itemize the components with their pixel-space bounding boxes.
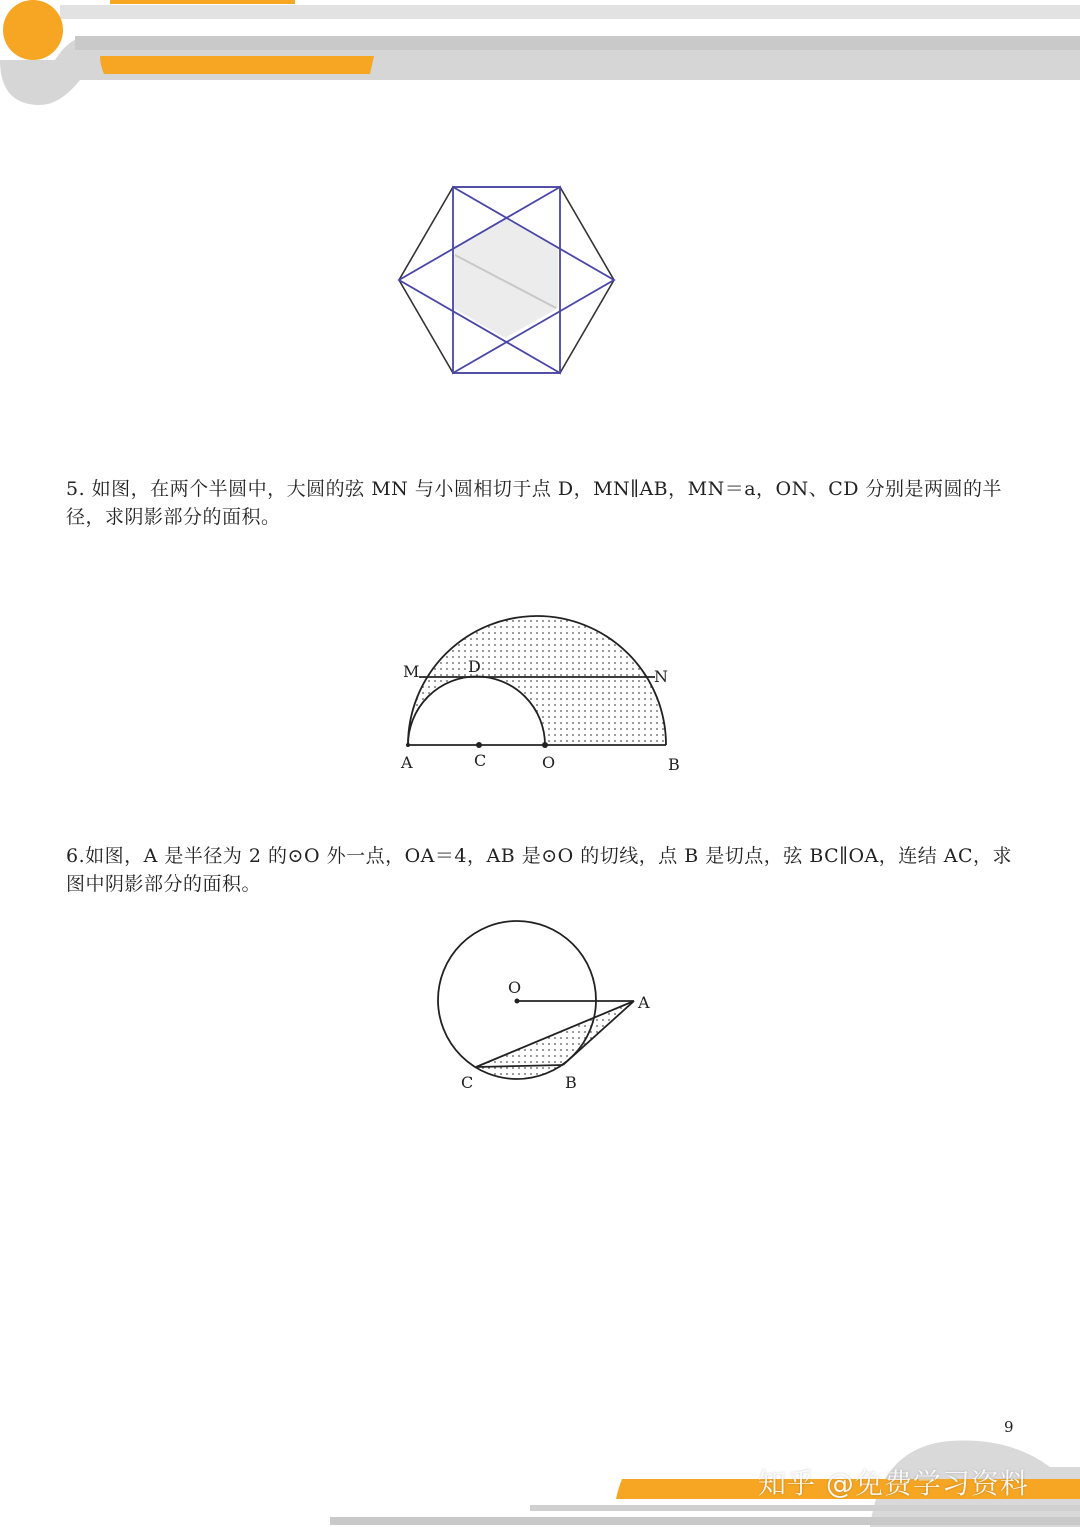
circle-tangent-figure [0, 915, 1080, 1095]
problem-5-text: 5. 如图，在两个半圆中，大圆的弦 MN 与小圆相切于点 D，MN∥AB，MN＝a，ON、CD 分别是两圆的半径，求阴影部分的面积。 [66, 478, 1003, 528]
hexagon-star-figure [0, 180, 1080, 380]
watermark-text: 知乎 @免费学习资料 [758, 1467, 1029, 1500]
label-a: A [638, 993, 650, 1012]
label-n: N [654, 667, 668, 686]
label-a: A [401, 753, 413, 772]
orange-circle-logo [3, 0, 63, 60]
label-m: M [403, 662, 420, 681]
problem-6-text: 6.如图，A 是半径为 2 的⊙O 外一点，OA＝4，AB 是⊙O 的切线，点 B 是切点，弦 BC∥OA，连结 AC，求图中阴影部分的面积。 [66, 845, 1013, 895]
semicircles-figure [0, 600, 1080, 800]
header-decoration [0, 0, 1080, 110]
label-b: B [565, 1073, 577, 1092]
label-b: B [668, 755, 680, 774]
label-c: C [461, 1073, 474, 1092]
label-d: D [468, 657, 481, 676]
label-o: O [542, 753, 556, 772]
label-c: C [474, 751, 487, 770]
label-o: O [508, 978, 522, 997]
page-number: 9 [1004, 1418, 1014, 1436]
